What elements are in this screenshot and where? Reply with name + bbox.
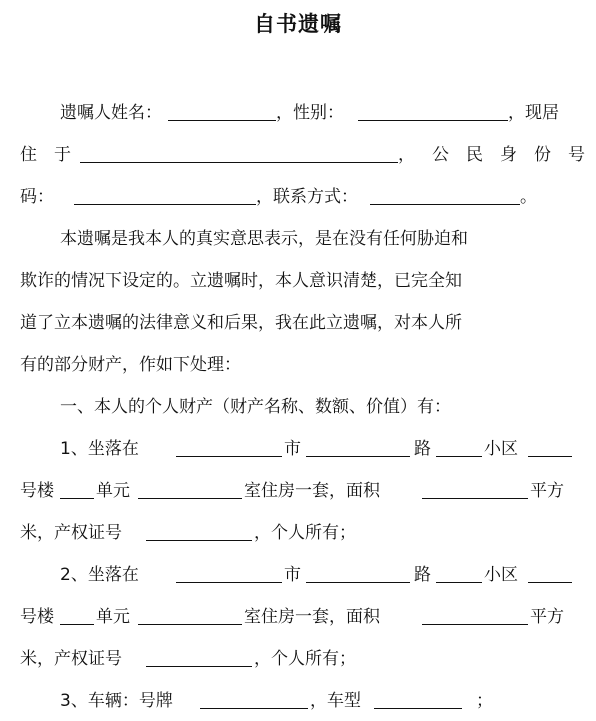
item-1-room-blank[interactable] bbox=[138, 498, 242, 499]
item-2-area-blank[interactable] bbox=[422, 624, 528, 625]
doc-line-15 bbox=[0, 686, 596, 716]
id-number-blank[interactable] bbox=[74, 204, 256, 205]
building-label: 号楼 bbox=[20, 607, 54, 627]
vehicle-model-blank[interactable] bbox=[374, 708, 462, 709]
road-label: 路 bbox=[414, 439, 431, 459]
item-2-unit-blank[interactable] bbox=[60, 624, 94, 625]
gender-blank[interactable] bbox=[358, 120, 508, 121]
community-label: 小区 bbox=[484, 565, 518, 585]
comma-text: ， bbox=[398, 145, 415, 165]
ownership-text: ，个人所有； bbox=[254, 649, 356, 669]
contact-label: ，联系方式： bbox=[256, 187, 358, 207]
doc-line-8 bbox=[0, 392, 596, 422]
item-1-certificate-blank[interactable] bbox=[146, 540, 252, 541]
contact-blank[interactable] bbox=[370, 204, 520, 205]
ownership-text: ，个人所有； bbox=[254, 523, 356, 543]
community-label: 小区 bbox=[484, 439, 518, 459]
testator-name-blank[interactable] bbox=[168, 120, 276, 121]
item-2-certificate-blank[interactable] bbox=[146, 666, 252, 667]
doc-line-12 bbox=[0, 560, 596, 590]
declaration-text: 有的部分财产，作如下处理： bbox=[20, 355, 241, 375]
doc-line-13 bbox=[0, 602, 596, 632]
item-1-location-label: 1、坐落在 bbox=[60, 439, 139, 459]
item-1-community-blank[interactable] bbox=[436, 456, 482, 457]
item-1-road-blank[interactable] bbox=[306, 456, 410, 457]
unit-label: 单元 bbox=[96, 481, 130, 501]
doc-line-3 bbox=[0, 182, 596, 212]
declaration-text: 本遗嘱是我本人的真实意思表示，是在没有任何胁迫和 bbox=[60, 229, 468, 249]
city-label: 市 bbox=[284, 565, 301, 585]
semicolon-text: ； bbox=[476, 691, 493, 711]
certificate-label: 米，产权证号 bbox=[20, 523, 122, 543]
document-title: 自书遗嘱 bbox=[254, 11, 342, 36]
testator-name-label: 遗嘱人姓名： bbox=[60, 103, 162, 123]
id-number-label-cont: 码： bbox=[20, 187, 54, 207]
item-2-road-blank[interactable] bbox=[306, 582, 410, 583]
doc-line-10 bbox=[0, 476, 596, 506]
city-label: 市 bbox=[284, 439, 301, 459]
item-2-community-blank[interactable] bbox=[436, 582, 482, 583]
unit-label: 单元 bbox=[96, 607, 130, 627]
doc-line-6 bbox=[0, 308, 596, 338]
doc-line-14 bbox=[0, 644, 596, 674]
item-2-building-blank[interactable] bbox=[528, 582, 572, 583]
residence-blank[interactable] bbox=[80, 162, 398, 163]
vehicle-plate-label: 3、车辆：号牌 bbox=[60, 691, 173, 711]
vehicle-model-label: ，车型 bbox=[310, 691, 361, 711]
doc-line-7 bbox=[0, 350, 596, 380]
room-area-label: 室住房一套，面积 bbox=[244, 607, 380, 627]
period-text: 。 bbox=[520, 187, 537, 207]
area-unit-label: 平方 bbox=[530, 481, 564, 501]
item-1-city-blank[interactable] bbox=[176, 456, 282, 457]
area-unit-label: 平方 bbox=[530, 607, 564, 627]
section-heading: 一、本人的个人财产（财产名称、数额、价值）有： bbox=[60, 397, 451, 417]
vehicle-plate-blank[interactable] bbox=[200, 708, 308, 709]
road-label: 路 bbox=[414, 565, 431, 585]
certificate-label: 米，产权证号 bbox=[20, 649, 122, 669]
declaration-text: 欺诈的情况下设定的。立遗嘱时，本人意识清楚，已完全知 bbox=[20, 271, 462, 291]
item-2-room-blank[interactable] bbox=[138, 624, 242, 625]
doc-line-4 bbox=[0, 224, 596, 254]
declaration-text: 道了立本遗嘱的法律意义和后果，我在此立遗嘱，对本人所 bbox=[20, 313, 462, 333]
building-label: 号楼 bbox=[20, 481, 54, 501]
item-1-area-blank[interactable] bbox=[422, 498, 528, 499]
doc-line-5 bbox=[0, 266, 596, 296]
room-area-label: 室住房一套，面积 bbox=[244, 481, 380, 501]
doc-line-1 bbox=[0, 98, 596, 128]
doc-line-2 bbox=[0, 140, 596, 170]
item-2-location-label: 2、坐落在 bbox=[60, 565, 139, 585]
doc-line-9 bbox=[0, 434, 596, 464]
residence-label-cont: 住 于 bbox=[20, 145, 71, 165]
residence-label: ，现居 bbox=[508, 103, 559, 123]
item-2-city-blank[interactable] bbox=[176, 582, 282, 583]
id-number-label: 公 民 身 份 号 bbox=[432, 145, 585, 165]
gender-label: ，性别： bbox=[276, 103, 344, 123]
item-1-unit-blank[interactable] bbox=[60, 498, 94, 499]
doc-line-11 bbox=[0, 518, 596, 548]
item-1-building-blank[interactable] bbox=[528, 456, 572, 457]
